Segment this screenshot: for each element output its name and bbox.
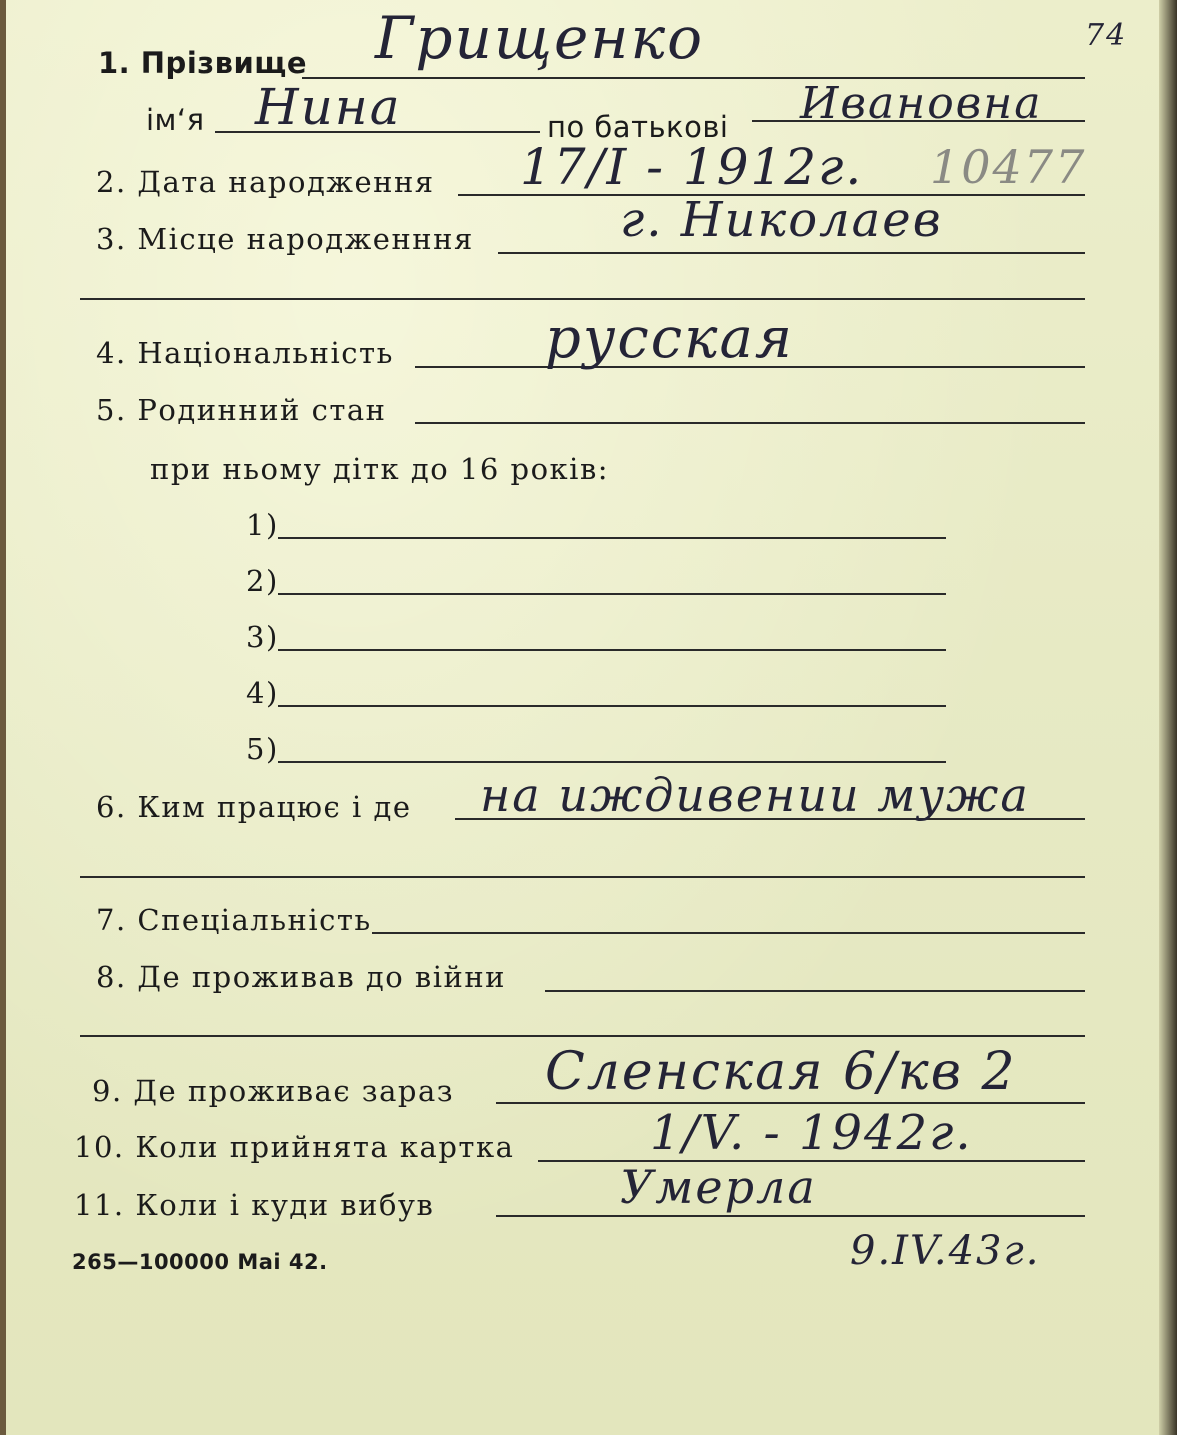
card-date-value: 1/V. - 1942г. — [650, 1105, 973, 1161]
departure-line — [496, 1215, 1085, 1217]
current-residence-line — [496, 1102, 1085, 1104]
surname-label: 1. Прізвище — [98, 46, 308, 80]
child-1-label: 1) — [246, 508, 279, 542]
departure-value: Умерла — [620, 1160, 817, 1214]
patronymic-label: по батькові — [547, 110, 729, 144]
speciality-line — [372, 932, 1085, 934]
work-line-2 — [80, 876, 1085, 878]
current-residence-value: Сленская 6/кв 2 — [545, 1042, 1017, 1102]
child-1-line — [278, 537, 946, 539]
child-4-line — [278, 705, 946, 707]
prewar-residence-line — [545, 990, 1085, 992]
birth-place-label: 3. Місце народженння — [96, 222, 474, 256]
nationality-value: русская — [545, 306, 794, 371]
speciality-label: 7. Спеціальність — [96, 903, 372, 937]
patronymic-value: Ивановна — [800, 78, 1043, 129]
marital-status-label: 5. Родинний стан — [96, 393, 387, 427]
birth-place-line — [498, 252, 1085, 254]
child-3-line — [278, 649, 946, 651]
card-date-label: 10. Коли прийнята картка — [74, 1130, 515, 1164]
child-5-label: 5) — [246, 732, 279, 766]
departure-date-value: 9.IV.43г. — [850, 1228, 1041, 1274]
child-2-label: 2) — [246, 564, 279, 598]
children-label: при ньому дітк до 16 років: — [150, 452, 610, 486]
corner-number: 74 — [1085, 18, 1128, 53]
birth-place-line-2 — [80, 298, 1085, 300]
nationality-label: 4. Національність — [96, 336, 394, 370]
first-name-label: ім‘я — [146, 103, 205, 137]
child-3-label: 3) — [246, 620, 279, 654]
first-name-value: Нина — [255, 78, 402, 136]
card-right-edge — [1159, 0, 1177, 1435]
child-4-label: 4) — [246, 676, 279, 710]
departure-label: 11. Коли і куди вибув — [74, 1188, 435, 1222]
child-5-line — [278, 761, 946, 763]
prewar-residence-label: 8. Де проживав до війни — [96, 960, 506, 994]
pencil-number: 10477 — [930, 140, 1087, 194]
birth-date-value: 17/І - 1912г. — [520, 138, 864, 196]
child-2-line — [278, 593, 946, 595]
birth-place-value: г. Николаев — [620, 192, 943, 248]
work-value: на иждивении мужа — [480, 768, 1030, 822]
birth-date-label: 2. Дата народження — [96, 165, 435, 199]
work-label: 6. Ким працює і де — [96, 790, 412, 824]
marital-status-line — [415, 422, 1085, 424]
print-code: 265—100000 Mai 42. — [72, 1250, 328, 1274]
card-left-edge — [0, 0, 6, 1435]
surname-value: Грищенко — [375, 4, 705, 72]
prewar-residence-line-2 — [80, 1035, 1085, 1037]
current-residence-label: 9. Де проживає зараз — [92, 1074, 455, 1108]
